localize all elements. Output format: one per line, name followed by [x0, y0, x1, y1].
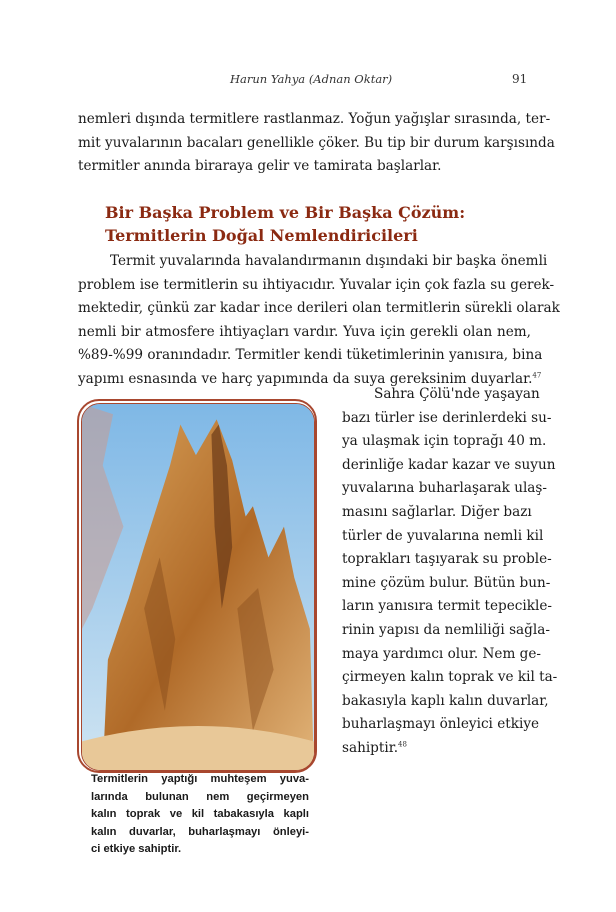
text-line: ların yanısıra termit tepecikle- [342, 598, 552, 615]
text-line: mit yuvalarının bacaları genellikle çöker. Bu tip bir durum karşısında [78, 134, 555, 151]
text-line: ya ulaşmak için toprağı 40 m. [342, 433, 547, 450]
footnote-ref: 48 [398, 740, 407, 749]
text-line: %89-%99 oranındadır. Termitler kendi tüketimlerinin yanısıra, bina [78, 347, 543, 364]
text-line: problem ise termitlerin su ihtiyacıdır. Yuvalar için çok fazla su gerek- [78, 276, 555, 293]
termite-mound-image [82, 404, 314, 770]
footnote-ref: 47 [532, 371, 542, 380]
text-line: yuvalarına buharlaşarak ulaş- [342, 480, 547, 497]
caption-line: kalın toprak ve kil tabakasıyla kaplı [91, 808, 309, 821]
text-line: mine çözüm bulur. Bütün bun- [342, 574, 551, 591]
text-line: türler de yuvalarına nemli kil [342, 527, 544, 544]
text-line: Sahra Çölü'nde yaşayan [374, 386, 540, 402]
text-line [342, 737, 531, 761]
text-line: masını sağlarlar. Diğer bazı [342, 503, 532, 520]
text-line: mektedir, çünkü zar kadar ince derileri olan termitlerin sürekli olarak [78, 300, 560, 317]
text-line: çirmeyen kalın toprak ve kil ta- [342, 669, 558, 686]
running-head: Harun Yahya (Adnan Oktar) [230, 72, 393, 86]
text-line-content: sahiptir. [342, 739, 399, 756]
caption-line: Termitlerin yaptığı muhteşem yuva- [91, 773, 309, 785]
page-number: 91 [512, 72, 528, 86]
text-line: toprakları taşıyarak su proble- [342, 551, 552, 568]
paragraph-water-need [78, 250, 560, 392]
caption-line: ci etkiye sahiptir. [91, 843, 182, 856]
termite-mound-photo [81, 403, 315, 771]
heading-line-2: Termitlerin Doğal Nemlendiricileri [105, 226, 418, 245]
text-line: termitler anında biraraya gelir ve tamirata başlarlar. [78, 158, 442, 175]
text-line: derinliğe kadar kazar ve suyun [342, 456, 556, 473]
section-heading [105, 201, 535, 247]
figure-caption [91, 771, 309, 859]
text-line-content: yapımı esnasında ve harç yapımında da suya gereksinim duyarlar. [78, 370, 533, 387]
text-line: buharlaşmayı önleyici etkiye [342, 716, 540, 733]
text-line: rinin yapısı da nemliliği sağla- [342, 621, 550, 638]
text-line: Termit yuvalarında havalandırmanın dışındaki bir başka önemli [110, 253, 548, 269]
heading-line-1: Bir Başka Problem ve Bir Başka Çözüm: [105, 203, 466, 222]
paragraph-intro [78, 108, 555, 179]
caption-line: larında bulunan nem geçirmeyen [91, 790, 309, 803]
text-line: maya yardımcı olur. Nem ge- [342, 645, 542, 662]
text-line: nemleri dışında termitlere rastlanmaz. Yoğun yağışlar sırasında, ter- [78, 111, 551, 127]
text-line: bakasıyla kaplı kalın duvarlar, [342, 692, 549, 709]
caption-line: kalın duvarlar, buharlaşmayı önleyi- [91, 825, 309, 838]
text-line: bazı türler ise derinlerdeki su- [342, 409, 552, 426]
paragraph-sahara [342, 383, 558, 761]
figure-frame [77, 399, 317, 773]
text-line: nemli bir atmosfere ihtiyaçları vardır. Yuva için gerekli olan nem, [78, 323, 531, 340]
